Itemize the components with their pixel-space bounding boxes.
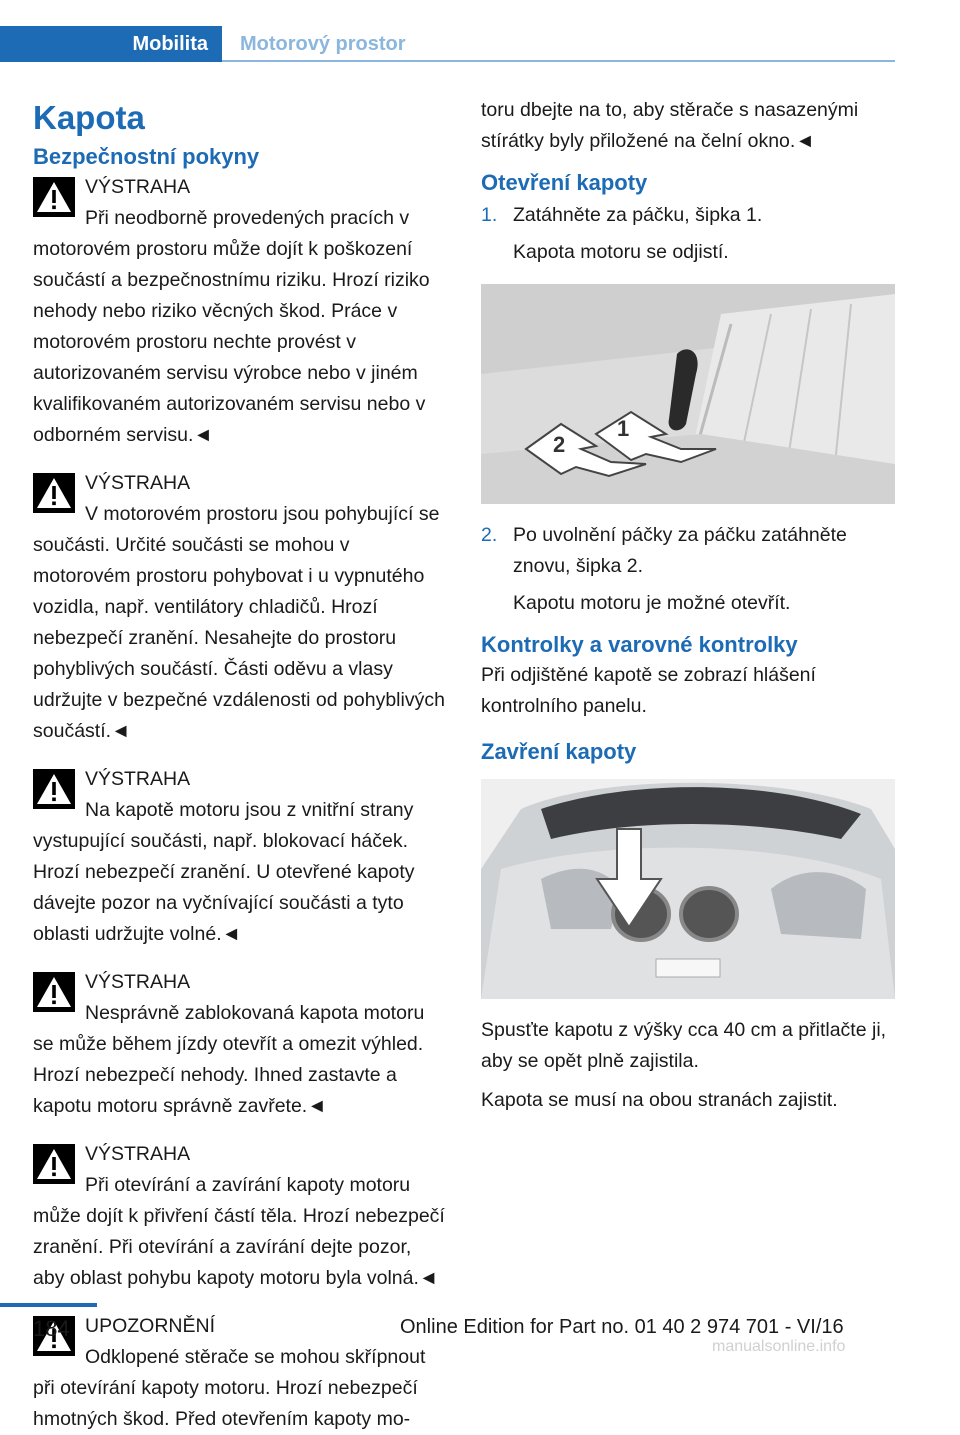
step-1 [481, 200, 896, 268]
warning-text: Na kapotě motoru jsou z vnitřní strany vystupující součásti, např. blokovací háček. Hrozí nebezpečí zranění. U otevřené kapoty dávejte pozor na vyčnívající součásti a tyto oblasti udržujte volné.◄ [33, 799, 415, 945]
step-number: 2. [481, 524, 498, 546]
close-instruction: Spusťte kapotu z výšky cca 40 cm a přitlačte ji, aby se opět plně zajistila. [481, 1019, 887, 1072]
tab-motorovy-prostor[interactable]: Motorový prostor [240, 33, 406, 55]
right-column [481, 95, 896, 1116]
indicator-text: Při odjištěné kapotě se zobrazí hlášení kontrolního panelu. [481, 664, 816, 717]
caution-block [33, 1311, 448, 1435]
close-note: Kapota se musí na obou stranách zajistit. [481, 1089, 838, 1111]
warning-text: V motorovém prostoru jsou pohybující se součásti. Určité součásti se mohou v motorovém prostoru pohybovat i u vypnutého vozidla, např. ventilátory chladičů. Hrozí nebezpečí zranění. Nesahejte do prostoru pohyblivých součástí. Části oděvu a vlasy udržujte v bezpečné vzdálenosti od pohyblivých součástí.◄ [33, 503, 445, 742]
page-number: 184 [33, 1316, 70, 1341]
warning-label: VÝSTRAHA [85, 971, 191, 993]
page-title: Kapota [33, 99, 145, 136]
warning-block [33, 764, 448, 950]
warning-triangle-icon [33, 473, 75, 513]
step-result: Kapotu motoru je možné otevřít. [513, 592, 791, 614]
step-number: 1. [481, 204, 498, 226]
header-bar [0, 26, 895, 62]
section-heading-indicators: Kontrolky a varovné kontrolky [481, 632, 798, 657]
warning-label: VÝSTRAHA [85, 1143, 191, 1165]
warning-text: Nesprávně zablokovaná kapota motoru se může během jízdy otevřít a omezit výhled. Hrozí nebezpečí nehody. Ihned zastavte a kapotu motoru správně zavřete.◄ [33, 1002, 425, 1117]
warning-label: VÝSTRAHA [85, 472, 191, 494]
header-divider [222, 60, 895, 62]
footer-accent-line [0, 1303, 97, 1307]
step-result: Kapota motoru se odjistí. [513, 241, 729, 263]
arrow-1-label: 1 [617, 416, 630, 441]
open-steps-continued [481, 520, 896, 619]
edition-note: Online Edition for Part no. 01 40 2 974 701 - VI/16 [400, 1316, 844, 1338]
section-heading-open-hood: Otevření kapoty [481, 170, 648, 195]
tab-mobilita[interactable]: Mobilita [0, 26, 222, 62]
left-column [33, 95, 448, 1435]
caution-label: UPOZORNĚNÍ [85, 1315, 216, 1337]
warning-triangle-icon [33, 1144, 75, 1184]
step-text: Po uvolnění páčky za páčku zatáhněte znovu, šipka 2. [513, 524, 847, 577]
hood-closing-photo [481, 779, 895, 999]
warning-text: Při neodborně provedených pracích v motorovém prostoru může dojít k poškození součástí a bezpečnostnímu riziku. Hrozí riziko nehody nebo riziko věcných škod. Práce v motorovém prostoru nechte provést v autorizovaném servisu výrobce nebo v jiném kvalifikovaném autorizovaném servisu nebo v odborném servisu.◄ [33, 207, 430, 446]
arrow-2-label: 2 [553, 432, 566, 457]
warning-label: VÝSTRAHA [85, 176, 191, 198]
caution-text: Odklopené stěrače se mohou skřípnout při otevírání kapoty motoru. Hrozí nebezpečí hmotných škod. Před otevřením kapoty mo- [33, 1346, 426, 1430]
watermark: manualsonline.info [712, 1338, 846, 1355]
section-heading-close-hood: Zavření kapoty [481, 739, 637, 764]
warning-label: VÝSTRAHA [85, 768, 191, 790]
warning-block [33, 967, 448, 1122]
open-steps [481, 200, 896, 268]
step-text: Zatáhněte za páčku, šipka 1. [513, 204, 763, 226]
warning-block [33, 468, 448, 747]
warning-block [33, 1139, 448, 1294]
warning-triangle-icon [33, 972, 75, 1012]
hood-release-lever-photo [481, 284, 895, 504]
warning-text: Při otevírání a zavírání kapoty motoru může dojít k přivření částí těla. Hrozí nebezpečí zranění. Při otevírání a zavírání dejte pozor, aby oblast pohybu kapoty motoru byla volná.◄ [33, 1174, 445, 1289]
warning-block [33, 172, 448, 451]
warning-triangle-icon [33, 769, 75, 809]
continuation-text: toru dbejte na to, aby stěrače s nasazenými stírátky byly přiložené na čelní okno.◄ [481, 99, 859, 152]
section-heading-safety: Bezpečnostní pokyny [33, 144, 260, 169]
warning-triangle-icon [33, 177, 75, 217]
step-2 [481, 520, 896, 619]
